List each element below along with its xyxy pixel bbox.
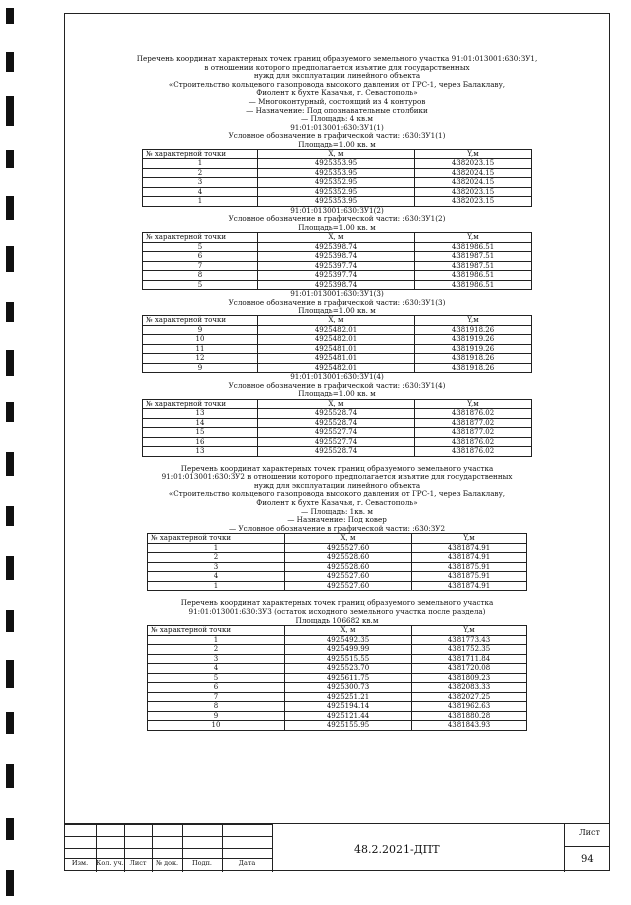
- column-header-y: Y,м: [415, 149, 532, 159]
- y-coordinate: 4381962.63: [412, 702, 527, 712]
- y-coordinate: 4381875.91: [412, 572, 527, 582]
- y-coordinate: 4381880.28: [412, 711, 527, 721]
- section-note: — Площадь: 4 кв.м: [301, 114, 373, 124]
- x-coordinate: 4925251.21: [285, 692, 412, 702]
- x-coordinate: 4925121.44: [285, 711, 412, 721]
- section-title-line: в отношении которого предполагается изъятие для государственных: [204, 62, 470, 72]
- point-number: 2: [148, 645, 285, 655]
- point-number: 13: [143, 447, 258, 457]
- x-coordinate: 4925527.74: [258, 428, 415, 438]
- x-coordinate: 4925397.74: [258, 271, 415, 281]
- point-number: 9: [143, 363, 258, 373]
- stamp-label: Изм.: [71, 859, 89, 867]
- column-header-y: Y,м: [415, 399, 532, 409]
- contour-designation: Условное обозначение в графической части: :630:ЗУ1(3): [228, 297, 446, 307]
- table-header-row: [143, 149, 532, 159]
- column-header-y: Y,м: [412, 626, 527, 636]
- column-header-point: № характерной точки: [143, 149, 258, 159]
- point-number: 13: [143, 409, 258, 419]
- x-coordinate: 4925492.35: [285, 635, 412, 645]
- x-coordinate: 4925194.14: [285, 702, 412, 712]
- contour-id: 91:01:013001:630:ЗУ1(3): [290, 289, 384, 299]
- point-number: 16: [143, 437, 258, 447]
- coordinates-table: [142, 149, 532, 207]
- point-number: 9: [148, 711, 285, 721]
- point-number: 15: [143, 428, 258, 438]
- x-coordinate: 4925398.74: [258, 280, 415, 290]
- column-header-point: № характерной точки: [143, 399, 258, 409]
- column-header-y: Y,м: [412, 534, 527, 544]
- table-row: [148, 692, 527, 702]
- section-note: — Многоконтурный, состоящий из 4 контуров: [248, 96, 426, 106]
- y-coordinate: 4381986.51: [415, 242, 532, 252]
- x-coordinate: 4925353.95: [258, 168, 415, 178]
- y-coordinate: 4381876.02: [415, 447, 532, 457]
- table-row: [143, 447, 532, 457]
- x-coordinate: 4925528.74: [258, 447, 415, 457]
- x-coordinate: 4925482.01: [258, 363, 415, 373]
- x-coordinate: 4925398.74: [258, 252, 415, 262]
- y-coordinate: 4381843.93: [412, 721, 527, 731]
- table-row: [143, 252, 532, 262]
- x-coordinate: 4925611.75: [285, 673, 412, 683]
- x-coordinate: 4925481.01: [258, 344, 415, 354]
- table-row: [148, 673, 527, 683]
- sheet-number: 94: [581, 854, 594, 865]
- x-coordinate: 4925300.73: [285, 683, 412, 693]
- y-coordinate: 4381877.02: [415, 428, 532, 438]
- y-coordinate: 4381711.84: [412, 654, 527, 664]
- y-coordinate: 4382023.15: [415, 159, 532, 169]
- document-code: 48.2.2021-ДПТ: [354, 843, 440, 856]
- x-coordinate: 4925353.95: [258, 197, 415, 207]
- table-row: [143, 178, 532, 188]
- contour-designation: Условное обозначение в графической части: :630:ЗУ1(1): [228, 131, 446, 141]
- section-note: — Назначение: Под опознавательные столбики: [246, 105, 428, 115]
- y-coordinate: 4381773.43: [412, 635, 527, 645]
- point-number: 2: [148, 553, 285, 563]
- section-title-line: Фиолент к бухте Казачья, г. Севастополь»: [256, 88, 418, 98]
- point-number: 14: [143, 418, 258, 428]
- point-number: 9: [143, 325, 258, 335]
- x-coordinate: 4925481.01: [258, 354, 415, 364]
- y-coordinate: 4381876.02: [415, 437, 532, 447]
- x-coordinate: 4925527.60: [285, 572, 412, 582]
- table-row: [143, 261, 532, 271]
- contour-designation: Условное обозначение в графической части: :630:ЗУ1(2): [228, 214, 446, 224]
- table-row: [148, 543, 527, 553]
- column-header-x: X, м: [258, 316, 415, 326]
- y-coordinate: 4381874.91: [412, 553, 527, 563]
- contour-area: Площадь=1.00 кв. м: [298, 306, 376, 315]
- section-title-line: нужд для эксплуатации линейного объекта: [253, 71, 421, 81]
- stamp-label: Лист: [129, 859, 147, 867]
- section-title-line: Перечень координат характерных точек границ образуемого земельного участка: [180, 463, 494, 473]
- y-coordinate: 4381986.51: [415, 271, 532, 281]
- y-coordinate: 4381875.91: [412, 562, 527, 572]
- x-coordinate: 4925499.99: [285, 645, 412, 655]
- y-coordinate: 4381986.51: [415, 280, 532, 290]
- document-content: [64, 55, 610, 731]
- point-number: 12: [143, 354, 258, 364]
- y-coordinate: 4381877.02: [415, 418, 532, 428]
- point-number: 5: [143, 242, 258, 252]
- x-coordinate: 4925527.60: [285, 581, 412, 591]
- y-coordinate: 4381918.26: [415, 354, 532, 364]
- column-header-y: Y,м: [415, 233, 532, 243]
- point-number: 1: [148, 543, 285, 553]
- table-header-row: [143, 399, 532, 409]
- section-title-line: «Строительство кольцевого газопровода высокого давления от ГРС-1, через Балаклаву,: [168, 489, 506, 499]
- x-coordinate: 4925398.74: [258, 242, 415, 252]
- x-coordinate: 4925352.95: [258, 187, 415, 197]
- y-coordinate: 4381752.35: [412, 645, 527, 655]
- y-coordinate: 4381918.26: [415, 325, 532, 335]
- x-coordinate: 4925482.01: [258, 335, 415, 345]
- section-title-line: Перечень координат характерных точек границ образуемого земельного участка: [180, 598, 494, 608]
- column-header-y: Y,м: [415, 316, 532, 326]
- table-row: [148, 581, 527, 591]
- x-coordinate: 4925353.95: [258, 159, 415, 169]
- y-coordinate: 4381874.91: [412, 543, 527, 553]
- table-row: [148, 711, 527, 721]
- y-coordinate: 4381918.26: [415, 363, 532, 373]
- table-row: [143, 418, 532, 428]
- column-header-point: № характерной точки: [143, 316, 258, 326]
- y-coordinate: 4381987.51: [415, 252, 532, 262]
- section-title-line: Площадь 106682 кв.м: [295, 615, 379, 625]
- section-title-line: Фиолент к бухте Казачья, г. Севастополь»: [256, 498, 418, 507]
- section-zu3: [64, 599, 610, 730]
- y-coordinate: 4382024.15: [415, 168, 532, 178]
- section-zu1: [64, 55, 610, 457]
- point-number: 3: [148, 562, 285, 572]
- point-number: 6: [148, 683, 285, 693]
- contour-id: 91:01:013001:630:ЗУ1(2): [290, 205, 384, 215]
- y-coordinate: 4382023.15: [415, 187, 532, 197]
- contour-designation: Условное обозначение в графической части: :630:ЗУ1(4): [228, 380, 446, 390]
- table-row: [143, 354, 532, 364]
- contour-area: Площадь=1.00 кв. м: [298, 222, 376, 232]
- table-row: [148, 683, 527, 693]
- table-row: [148, 553, 527, 563]
- table-row: [148, 721, 527, 731]
- title-block: [64, 823, 610, 872]
- x-coordinate: 4925528.74: [258, 418, 415, 428]
- point-number: 2: [143, 168, 258, 178]
- sheet-label: Лист: [579, 828, 600, 837]
- table-row: [143, 344, 532, 354]
- x-coordinate: 4925397.74: [258, 261, 415, 271]
- x-coordinate: 4925528.60: [285, 553, 412, 563]
- x-coordinate: 4925528.60: [285, 562, 412, 572]
- point-number: 1: [148, 635, 285, 645]
- point-number: 1: [143, 159, 258, 169]
- point-number: 4: [148, 664, 285, 674]
- section-title-line: нужд для эксплуатации линейного объекта: [253, 480, 421, 490]
- point-number: 10: [143, 335, 258, 345]
- y-coordinate: 4382083.33: [412, 683, 527, 693]
- y-coordinate: 4381987.51: [415, 261, 532, 271]
- section-note: — Площадь: 1кв. м: [301, 506, 373, 516]
- stamp-label: Кол. уч.: [96, 859, 124, 867]
- x-coordinate: 4925527.60: [285, 543, 412, 553]
- table-header-row: [148, 626, 527, 636]
- stamp-label: Дата: [238, 859, 256, 867]
- coordinates-table: [142, 232, 532, 290]
- y-coordinate: 4381876.02: [415, 409, 532, 419]
- column-header-x: X, м: [285, 626, 412, 636]
- table-header-row: [148, 534, 527, 544]
- x-coordinate: 4925482.01: [258, 325, 415, 335]
- table-row: [148, 654, 527, 664]
- table-row: [143, 168, 532, 178]
- table-row: [148, 664, 527, 674]
- coordinates-table: [147, 533, 527, 591]
- section-title-line: 91:01:013001:630:ЗУ2 в отношении которого предполагается изъятие для государственных: [161, 472, 513, 482]
- coordinates-table: [142, 315, 532, 373]
- column-header-x: X, м: [258, 233, 415, 243]
- y-coordinate: 4382023.15: [415, 197, 532, 207]
- section-zu2: [64, 465, 610, 592]
- table-row: [148, 562, 527, 572]
- coordinates-table: [142, 399, 532, 457]
- point-number: 11: [143, 344, 258, 354]
- point-number: 5: [148, 673, 285, 683]
- table-row: [143, 325, 532, 335]
- point-number: 4: [148, 572, 285, 582]
- table-row: [143, 409, 532, 419]
- point-number: 5: [143, 280, 258, 290]
- section-note: — Назначение: Под ковер: [287, 515, 387, 525]
- table-row: [143, 437, 532, 447]
- column-header-x: X, м: [258, 149, 415, 159]
- point-number: 8: [143, 271, 258, 281]
- table-row: [143, 159, 532, 169]
- y-coordinate: 4382024.15: [415, 178, 532, 188]
- point-number: 7: [143, 261, 258, 271]
- table-row: [143, 242, 532, 252]
- table-row: [143, 428, 532, 438]
- stamp-label: Подп.: [192, 859, 212, 867]
- contour-area: Площадь=1.00 кв. м: [298, 389, 376, 399]
- x-coordinate: 4925523.70: [285, 664, 412, 674]
- section-title-line: Перечень координат характерных точек границ образуемого земельного участка 91:01:013001:630:ЗУ1,: [136, 54, 538, 63]
- contour-id: 91:01:013001:630:ЗУ1(4): [290, 372, 384, 382]
- y-coordinate: 4381919.26: [415, 344, 532, 354]
- section-title-line: «Строительство кольцевого газопровода высокого давления от ГРС-1, через Балаклаву,: [168, 79, 506, 89]
- x-coordinate: 4925352.95: [258, 178, 415, 188]
- point-number: 6: [143, 252, 258, 262]
- contour-id: 91:01:013001:630:ЗУ1(1): [290, 122, 384, 132]
- table-row: [143, 187, 532, 197]
- point-number: 8: [148, 702, 285, 712]
- y-coordinate: 4381720.08: [412, 664, 527, 674]
- table-row: [148, 635, 527, 645]
- column-header-x: X, м: [258, 399, 415, 409]
- contour-area: Площадь=1.00 кв. м: [298, 139, 376, 149]
- column-header-point: № характерной точки: [148, 534, 285, 544]
- point-number: 1: [148, 581, 285, 591]
- table-row: [148, 572, 527, 582]
- point-number: 7: [148, 692, 285, 702]
- point-number: 3: [148, 654, 285, 664]
- column-header-x: X, м: [285, 534, 412, 544]
- x-coordinate: 4925155.95: [285, 721, 412, 731]
- section-title-line: 91:01:013001:630:ЗУ3 (остаток исходного земельного участка после раздела): [188, 606, 486, 616]
- y-coordinate: 4381809.23: [412, 673, 527, 683]
- table-row: [143, 271, 532, 281]
- table-row: [143, 335, 532, 345]
- column-header-point: № характерной точки: [143, 233, 258, 243]
- x-coordinate: 4925527.74: [258, 437, 415, 447]
- x-coordinate: 4925515.55: [285, 654, 412, 664]
- x-coordinate: 4925528.74: [258, 409, 415, 419]
- point-number: 4: [143, 187, 258, 197]
- section-note: — Условное обозначение в графической части: :630:ЗУ2: [228, 523, 446, 533]
- point-number: 10: [148, 721, 285, 731]
- y-coordinate: 4381919.26: [415, 335, 532, 345]
- column-header-point: № характерной точки: [148, 626, 285, 636]
- stamp-label: № док.: [155, 859, 179, 867]
- coordinates-table: [147, 625, 527, 731]
- table-header-row: [143, 233, 532, 243]
- y-coordinate: 4382027.25: [412, 692, 527, 702]
- table-row: [148, 702, 527, 712]
- point-number: 3: [143, 178, 258, 188]
- table-header-row: [143, 316, 532, 326]
- y-coordinate: 4381874.91: [412, 581, 527, 591]
- table-row: [148, 645, 527, 655]
- point-number: 1: [143, 197, 258, 207]
